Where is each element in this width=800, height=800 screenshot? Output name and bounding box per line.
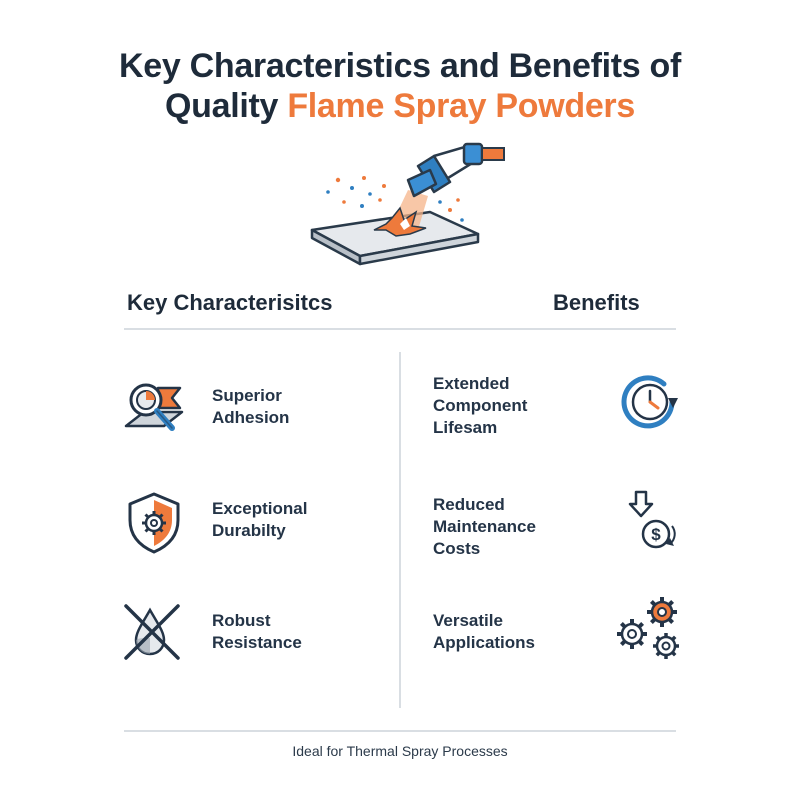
benefit-reduced-maintenance-costs <box>433 494 536 560</box>
characteristic-3-line-2: Resistance <box>212 633 302 652</box>
footer-divider <box>124 730 676 732</box>
svg-text:$: $ <box>651 525 661 544</box>
characteristic-exceptional-durability <box>212 498 307 542</box>
characteristic-1-line-2: Adhesion <box>212 408 290 427</box>
title-accent: Flame Spray Powders <box>287 87 635 125</box>
characteristic-2-line-1: Exceptional <box>212 499 308 518</box>
benefit-2-line-3: Costs <box>433 539 481 558</box>
characteristics-header: Key Characterisitcs <box>127 290 333 315</box>
flame-spray-gun-illustration <box>300 138 510 273</box>
benefit-1-line-3: Lifesam <box>433 418 498 437</box>
footer-text: Ideal for Thermal Spray Processes <box>292 743 508 759</box>
crossed-drop-icon <box>120 598 184 662</box>
benefit-extended-component-lifespan <box>433 373 527 439</box>
characteristic-3-line-1: Robust <box>212 611 271 630</box>
clock-refresh-icon <box>618 370 682 434</box>
benefit-2-line-2: Maintenance <box>433 517 536 536</box>
title-prefix: Quality <box>165 87 288 125</box>
gears-icon <box>612 594 686 664</box>
benefit-3-line-1: Versatile <box>433 611 503 630</box>
benefit-1-line-2: Component <box>433 396 528 415</box>
characteristic-2-line-2: Durabilty <box>212 521 286 540</box>
benefit-versatile-applications <box>433 610 535 654</box>
shield-gear-icon <box>124 490 188 554</box>
benefit-3-line-2: Applications <box>433 633 536 652</box>
down-arrow-dollar-icon <box>622 488 686 552</box>
column-divider <box>399 352 401 708</box>
magnifier-adhesion-icon <box>120 374 184 438</box>
characteristic-robust-resistance <box>212 610 302 654</box>
header-divider <box>124 328 676 330</box>
benefits-header: Benefits <box>553 290 640 315</box>
benefit-2-line-1: Reduced <box>433 495 505 514</box>
characteristic-superior-adhesion <box>212 385 289 429</box>
benefit-1-line-1: Extended <box>433 374 510 393</box>
title-line-2 <box>0 86 800 126</box>
characteristic-1-line-1: Superior <box>212 386 282 405</box>
page-title <box>0 46 800 126</box>
title-line-1: Key Characteristics and Benefits of <box>118 47 682 85</box>
